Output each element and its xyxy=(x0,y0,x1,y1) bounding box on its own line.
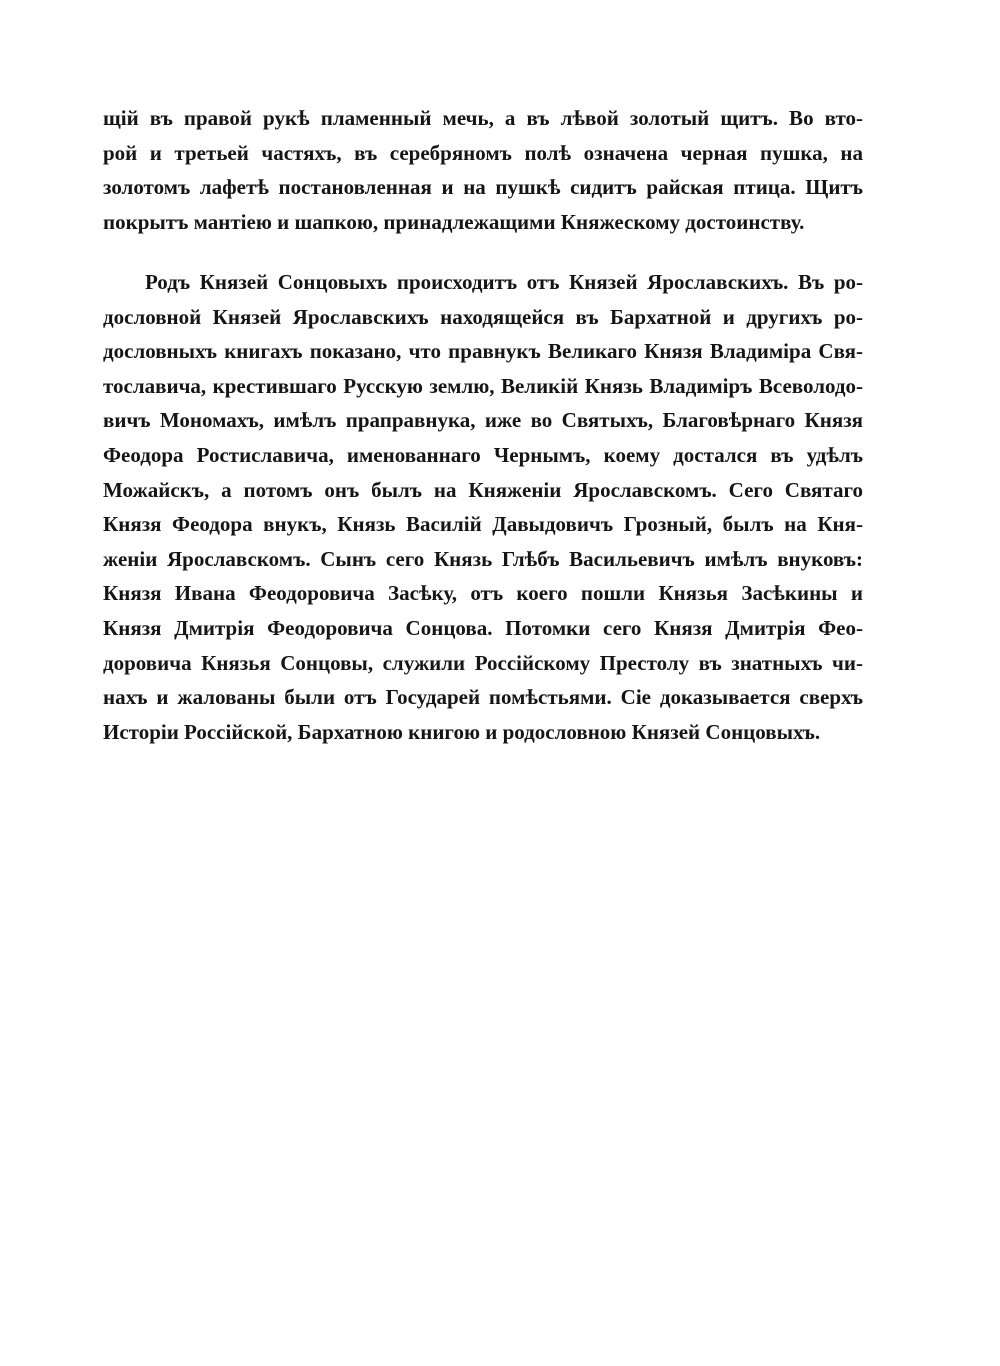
text-line: тославича, крестившаго Русскую землю, Великій Князь Владиміръ Всеволодо- xyxy=(103,373,863,398)
text-line: Можайскъ, а потомъ онъ былъ на Княженіи Ярославскомъ. Сего Святаго xyxy=(103,477,863,502)
text-line: Князя Ивана Феодоровича Засѣку, отъ коего пошли Князья Засѣкины и xyxy=(103,581,863,606)
text-line: Князя Дмитрія Феодоровича Сонцова. Потомки сего Князя Дмитрія Фео- xyxy=(103,615,863,640)
text-line: Князя Феодора внукъ, Князь Василій Давыдовичъ Грозный, былъ на Кня- xyxy=(103,512,863,537)
paragraph-lineage xyxy=(103,265,863,749)
text-line: доровича Князья Сонцовы, служили Россійскому Престолу въ знатныхъ чи- xyxy=(103,650,863,675)
text-line: вичъ Мономахъ, имѣлъ праправнука, иже во Святыхъ, Благовѣрнаго Князя xyxy=(103,408,863,433)
text-line: дословныхъ книгахъ показано, что правнукъ Великаго Князя Владиміра Свя- xyxy=(103,339,863,364)
text-line: рой и третьей частяхъ, въ серебряномъ полѣ означена черная пушка, на xyxy=(103,140,863,165)
text-line: золотомъ лафетѣ постановленная и на пушкѣ сидитъ райская птица. Щитъ xyxy=(103,175,863,200)
text-line: дословной Князей Ярославскихъ находящейся въ Бархатной и другихъ ро- xyxy=(103,304,863,329)
text-line: Родъ Князей Сонцовыхъ происходитъ отъ Князей Ярославскихъ. Въ ро- xyxy=(145,270,863,294)
text-line: женіи Ярославскомъ. Сынъ сего Князь Глѣбъ Васильевичъ имѣлъ внуковъ: xyxy=(103,546,863,571)
text-line: щій въ правой рукѣ пламенный мечь, а въ лѣвой золотый щитъ. Во вто- xyxy=(103,106,863,130)
text-line: покрытъ мантіею и шапкою, принадлежащими Княжескому достоинству. xyxy=(103,209,805,234)
text-line: Исторіи Россійской, Бархатною книгою и родословною Князей Сонцовыхъ. xyxy=(103,719,821,744)
text-line: Феодора Ростиславича, именованнаго Чернымъ, коему достался въ удѣлъ xyxy=(103,442,863,467)
text-line: нахъ и жалованы были отъ Государей помѣстьями. Сіе доказывается сверхъ xyxy=(103,685,863,710)
paragraph-coat-of-arms xyxy=(103,101,863,239)
